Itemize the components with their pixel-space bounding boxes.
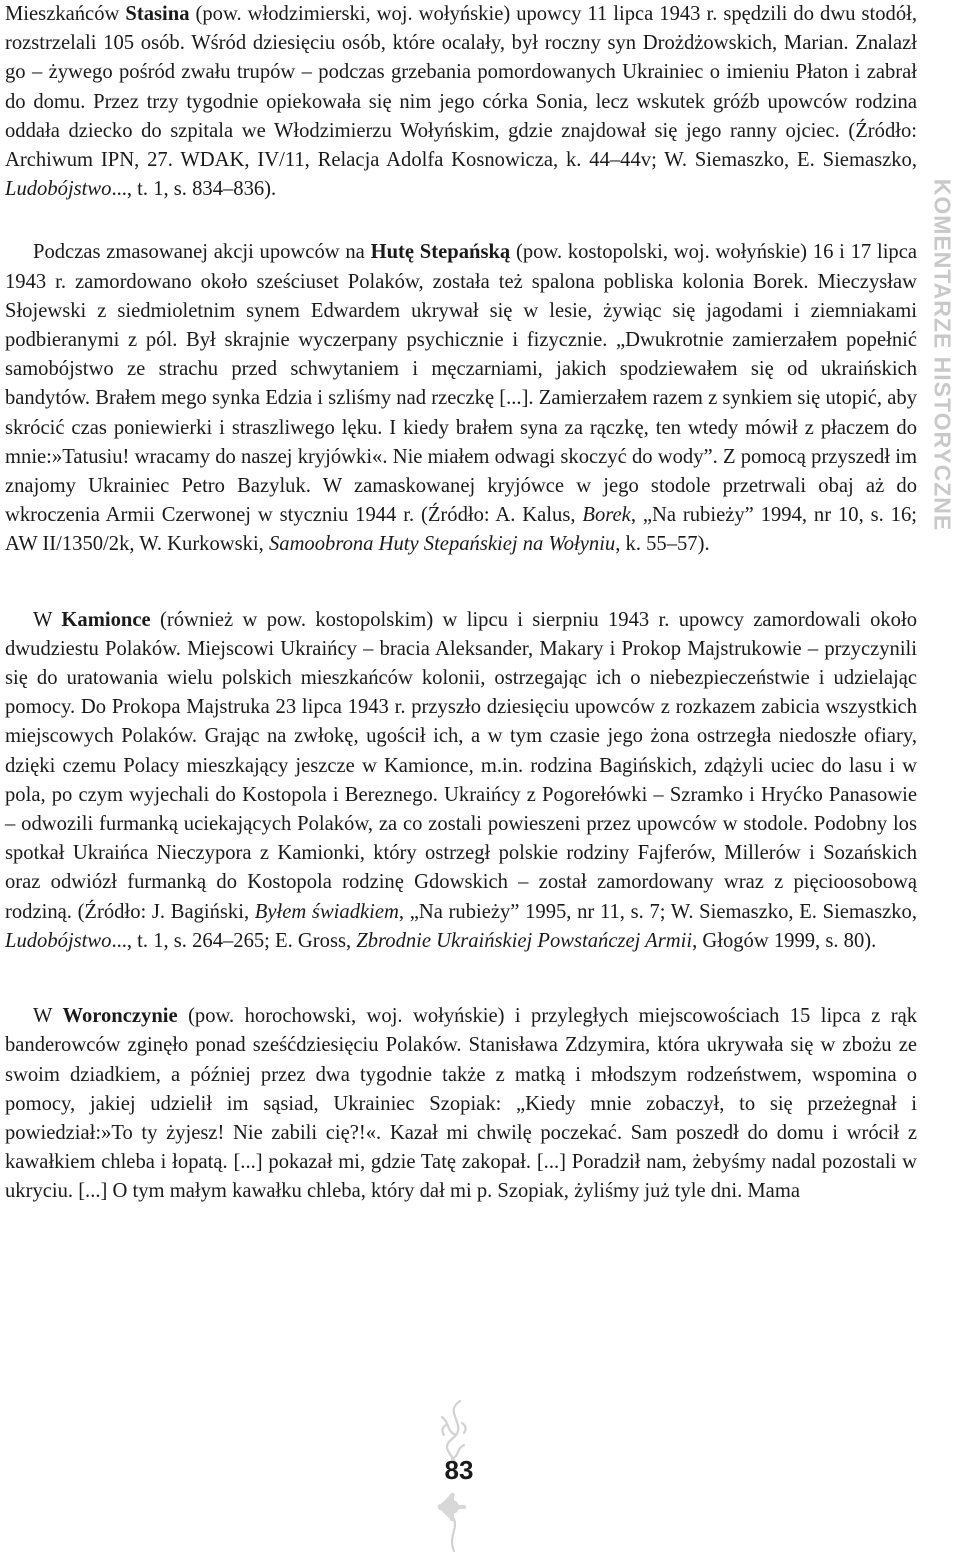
main-text-column xyxy=(5,0,917,1207)
text-run: , „Na rubieży” 1995, nr 11, s. 7; W. Siemaszko, E. Siemaszko, xyxy=(398,900,917,923)
italic-title: Byłem świadkiem xyxy=(254,900,399,923)
page-number: 83 xyxy=(444,1455,474,1485)
text-run: , Głogów 1999, s. 80). xyxy=(692,929,877,952)
paragraph-kamionka xyxy=(5,606,917,956)
text-run: (również w pow. kostopolskim) w lipcu i sierpniu 1943 r. upowcy zamordowali około dwudziestu Polaków. Miejscowi Ukraińcy – bracia Aleksander, Makary i Prokop Majstrukowie – przyczynili się do uratowania wielu polskich mieszkańców kolonii, ostrzegając ich o niebezpieczeństwie i udzielając pomocy. Do Prokopa Majstruka 23 lipca 1943 r. przyszło dziesięciu upowców z rozkazem zabicia wszystkich miejscowych Polaków. Grając na zwłokę, ugościł ich, a w tym czasie jego żona ostrzegła niedoszłe ofiary, dzięki czemu Polacy mieszkający jeszcze w Kamionce, m.in. rodzina Bagińskich, zdążyli uciec do lasu i w pola, po czym wyjechali do Kostopola i Bereznego. Ukraińcy z Pogorełówki – Szramko i Hryćko Panasowie – odwozili furmanką uciekających Polaków, za co zostali powieszeni przez upowców w stodole. Podobny los spotkał Ukraińca Nieczypora z Kamionki, który ostrzegł polskie rodziny Fajferów, Millerów i Sozańskich oraz odwiózł furmanką do Kostopola rodzinę Gdowskich – został zamordowany wraz z pięcioosobową rodziną. (Źródło: J. Bagiński, xyxy=(5,608,917,923)
italic-title: Borek xyxy=(582,504,631,527)
text-run: (pow. horochowski, woj. wołyńskie) i przyległych miejscowościach 15 lipca z rąk banderowców zginęło ponad sześćdziesięciu Polaków. Stanisława Zdzymira, która ukrywała się w zbożu ze swoim dziadkiem, a później przez dwa tygodnie także z matką i młodszym rodzeństwem, wspomina o pomocy, jakiej udzielił im sąsiad, Ukrainiec Szopiak: „Kiedy mnie zobaczył, to się przeżegnał i powiedział:»To ty żyjesz! Nie zabili cię?!«. Kazał mi chwilę poczekać. Sam poszedł do domu i wrócił z kawałkiem chleba i łopatą. [...] pokazał mi, gdzie Tatę zakopał. [...] Poradził nam, żebyśmy nadal pozostali w ukryciu. [...] O tym małym kawałku chleba, który dał mi p. Szopiak, żyliśmy już tyle dni. Mama xyxy=(5,1005,918,1203)
place-name: Hutę Stepańską xyxy=(370,241,511,264)
section-sidebar xyxy=(926,0,958,720)
text-run: (pow. kostopolski, woj. wołyńskie) 16 i 17 lipca 1943 r. zamordowano około sześciuset Polaków, została też spalona pobliska kolonia Borek. Mieczysław Słojewski z siedmioletnim synem Edwardem ukrywał się w lesie, żywiąc się jagodami i ziemniakami podbieranymi z pól. Był skrajnie wyczerpany psychicznie i fizycznie. „Dwukrotnie zamierzałem popełnić samobójstwo ze strachu przed schwytaniem i męczarniami, jakich spodziewałem się od ukraińskich bandytów. Brałem mego synka Edzia i szliśmy nad rzeczkę [...]. Zamierzałem razem z synkiem się utopić, aby skrócić czas poniewierki i straszliwego lęku. I kiedy brałem syna za rączkę, ten wtedy mówił z płaczem do mnie:»Tatusiu! wracamy do naszej kryjówki«. Nie miałem odwagi skoczyć do wody”. Z pomocą przyszedł im znajomy Ukrainiec Petro Bazyluk. W zamaskowanej kryjówce w jego stodole przetrwali obaj aż do wkroczenia Armii Czerwonej w styczniu 1944 r. (Źródło: A. Kalus, xyxy=(5,241,917,527)
text-run: W xyxy=(33,608,62,631)
text-run: , „Na rubieży” 1994, nr 10, s. 16; AW II/1350/2k, W. Kurkowski, xyxy=(5,504,917,556)
paragraph-woronczyn xyxy=(5,1002,917,1206)
text-run: ..., t. 1, s. 264–265; E. Gross, xyxy=(111,929,357,952)
text-run: Mieszkańców xyxy=(5,3,126,25)
italic-title: Ludobójstwo xyxy=(5,929,112,952)
paragraph-stasin xyxy=(5,0,917,204)
text-run: (pow. włodzimierski, woj. wołyńskie) upowcy 11 lipca 1943 r. spędzili do dwu stodół, rozstrzelali 105 osób. Wśród dziesięciu osób, które ocalały, był roczny syn Drożdżowskich, Marian. Znalazł go – żywego pośród zwału trupów – podczas grzebania pomordowanych Ukrainiec o imieniu Płaton i zabrał do domu. Przez trzy tygodnie opiekowała się nim jego córka Sonia, lecz wskutek gróźb upowców rodzina oddała dziecko do szpitala we Włodzimierzu Wołyńskim, gdzie znajdował się jego ranny ojciec. (Źródło: Archiwum IPN, 27. WDAK, IV/11, Relacja Adolfa Kosnowicza, k. 44–44v; W. Siemaszko, E. Siemaszko, xyxy=(5,3,917,172)
section-label: KOMENTARZE HISTORYCZNE xyxy=(929,178,956,532)
place-name: Stasina xyxy=(125,3,190,25)
paragraph-huta-stepanska xyxy=(5,238,917,559)
text-run: Podczas zmasowanej akcji upowców na xyxy=(33,241,371,264)
place-name: Kamionce xyxy=(61,608,151,631)
italic-title: Samoobrona Huty Stepańskiej na Wołyniu xyxy=(268,533,616,556)
text-run: ..., t. 1, s. 834–836). xyxy=(111,178,277,201)
text-run: W xyxy=(33,1005,63,1028)
text-run: , k. 55–57). xyxy=(615,533,710,556)
italic-title: Ludobójstwo xyxy=(5,178,112,201)
italic-title: Zbrodnie Ukraińskiej Powstańczej Armii xyxy=(356,929,693,952)
place-name: Woronczynie xyxy=(62,1005,178,1028)
